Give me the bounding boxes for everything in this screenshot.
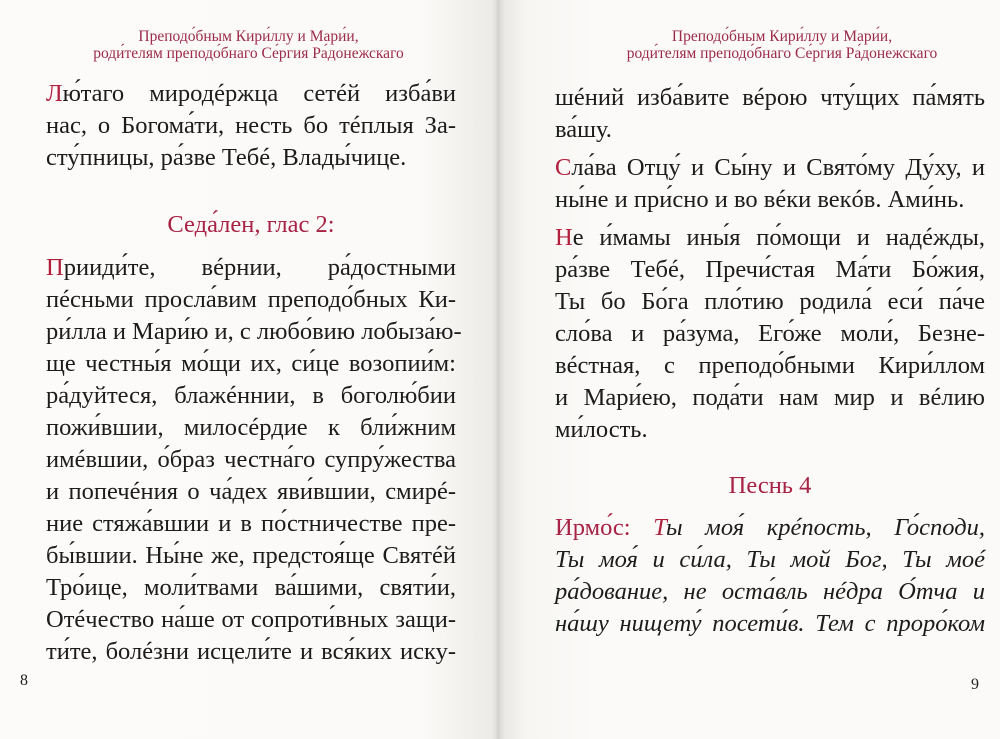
- text-line: ра́дование, не оста́вль нéдра О́тча и: [555, 578, 985, 605]
- text-line: Прииди́те, вéрнии, ра́достными: [46, 254, 456, 281]
- text-line: ми́лость.: [555, 416, 648, 443]
- text-line: Сла́ва Отцу́ и Сы́ну и Свято́му Ду́ху, и: [555, 154, 985, 181]
- irmos-paragraph: [555, 512, 985, 640]
- right-paragraph-2: [555, 152, 985, 216]
- drop-initial: Т: [653, 514, 666, 541]
- running-header-line1: Преподо́бным Кири́ллу и Мари́и,: [671, 28, 893, 45]
- drop-initial: П: [46, 254, 64, 281]
- text-line: шéний изба́вите вéрою чту́щих па́мять: [555, 84, 985, 111]
- text-line: сло́ва и ра́зума, Его́же моли́, Безне-: [555, 320, 985, 347]
- text-line: ны́не и при́сно и во вéки векóв. Ами́нь.: [555, 186, 965, 213]
- text-line: пéсньми просла́вим преподо́бных Ки-: [46, 286, 456, 313]
- text-line: ри́лла и Мари́ю и, с любо́вию лобыза́ю-: [46, 318, 462, 345]
- text-line: вéстная, с преподо́бными Кири́ллом: [555, 352, 985, 379]
- book-gutter-shadow: [492, 0, 504, 739]
- section-heading-sedalen: Седа́лен, глас 2:: [167, 211, 335, 238]
- running-header-left: [0, 28, 497, 62]
- page-number-right: 9: [971, 676, 979, 693]
- text-line: бы́вшии. Ны́не же, предстоя́ще Святéй: [46, 542, 456, 569]
- text-line: ра́дуйтеся, блажéннии, в боголю́бии: [46, 382, 456, 409]
- text-line: ра́зве Тебé, Пречи́стая Ма́ти Бо́жия,: [555, 256, 985, 283]
- running-header-right: [567, 28, 997, 62]
- text-line: Не и́мамы ины́я по́мощи и надéжды,: [555, 224, 985, 251]
- text-line: ще честны́я мо́щи их, си́це возопии́м:: [46, 350, 456, 377]
- irmos-label: Ирмо́с:: [555, 514, 654, 541]
- text-line: сту́пницы, ра́зве Тебé, Влады́чице.: [46, 144, 407, 171]
- section-heading-pesn: Песнь 4: [728, 472, 812, 499]
- left-paragraph-1: [46, 78, 456, 174]
- drop-initial: Л: [46, 80, 63, 107]
- right-paragraph-3: [555, 222, 985, 446]
- text-line: Ты бо Бо́га пло́тию родила́ еси́ па́че: [555, 288, 985, 315]
- text-line: Тро́ице, моли́твами ва́шими, святи́и,: [46, 574, 456, 601]
- text-line: ти́те, болéзни исцели́те и вся́ких иску-: [46, 638, 456, 665]
- right-page: [497, 0, 1000, 739]
- text-line: ние стяжа́вшии и в по́стничестве пре-: [46, 510, 456, 537]
- text-line: нас, о Богома́ти, несть бо тéплыя За-: [46, 112, 456, 139]
- running-header-line2: роди́телям преподо́бнаго Се́ргия Ра́донежскаго: [93, 45, 404, 62]
- text-line: на́шу нищету́ посети́в. Тем с проро́ком: [555, 610, 985, 637]
- drop-initial: Н: [555, 224, 573, 251]
- left-page: [0, 0, 497, 739]
- text-line: пожи́вшии, милосéрдие к бли́жним: [46, 414, 456, 441]
- left-paragraph-2: [46, 252, 462, 668]
- running-header-line2: роди́телям преподо́бнаго Се́ргия Ра́донежскаго: [626, 45, 938, 62]
- text-line: имéвшии, о́браз честна́го супру́жества: [46, 446, 456, 473]
- page-number-left: 8: [20, 672, 28, 689]
- text-line: Ты моя́ и си́ла, Ты мой Бог, Ты моé: [555, 546, 985, 573]
- text-line: и Мари́ею, пода́ти нам мир и вéлию: [555, 384, 985, 411]
- running-header-line1: Преподо́бным Кири́ллу и Мари́и,: [138, 28, 359, 45]
- right-paragraph-1: [555, 82, 985, 146]
- text-line: ва́шу.: [555, 116, 612, 143]
- text-line: и попечéния о ча́дех яви́вшии, смирé-: [46, 478, 456, 505]
- text-line: Лю́таго миродéржца сетéй изба́ви: [46, 80, 456, 107]
- text-line: Ирмо́с: Ты моя́ крéпость, Го́споди,: [555, 514, 985, 541]
- drop-initial: С: [555, 154, 572, 181]
- text-line: Отéчество на́ше от сопроти́вных защи-: [46, 606, 456, 633]
